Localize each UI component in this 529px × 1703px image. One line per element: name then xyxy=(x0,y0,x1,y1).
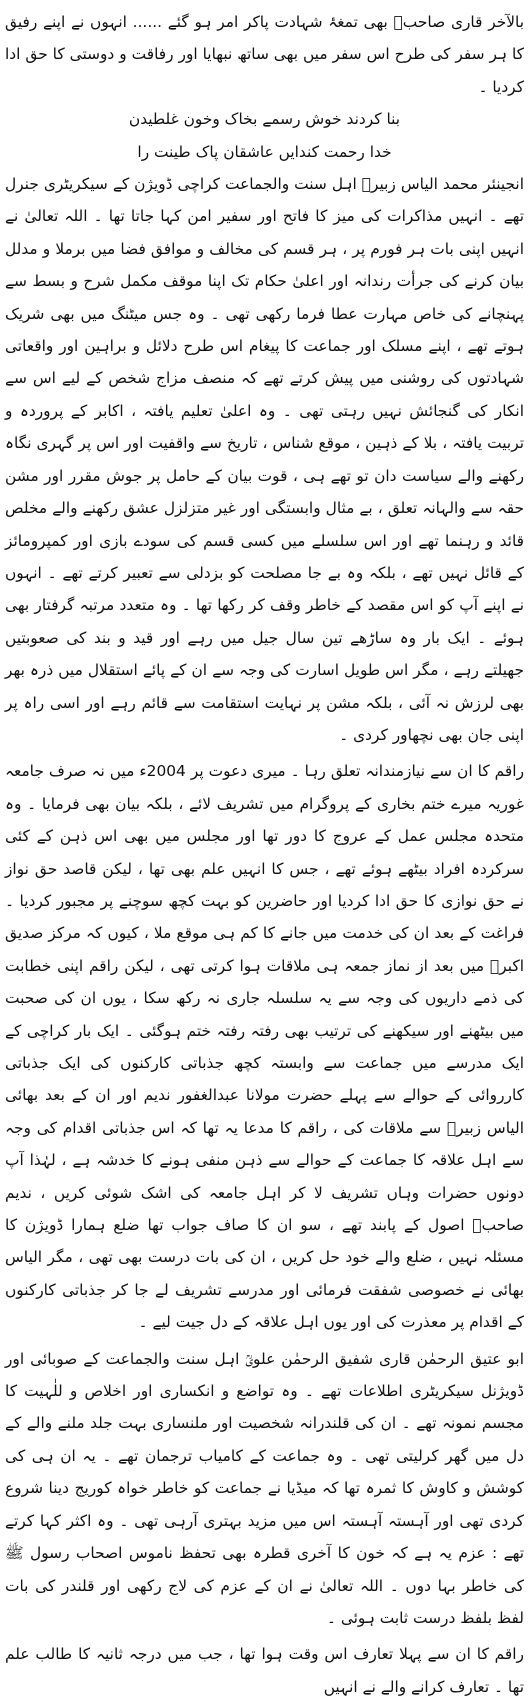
paragraph-personal-relation: راقم کا ان سے نیازمندانہ تعلق رہا ۔ میری دعوت پر 2004ء میں نہ صرف جامعہ غوریہ میرے ختم بخاری کے پروگرام میں تشریف لائے ، بلکہ بیان بھی فرمایا ۔ وہ متحدہ مجلس عمل کے عروج کا دور تھا اور مجلس میں بھی اس ذہن کے کئی سرکردہ افراد بیٹھے ہوئے تھے ، جس کا انہیں علم بھی تھا ، لیکن قاصد حق نواز نے حق نوازی کا حق ادا کردیا اور حاضرین کو بہت کچھ سوچنے پر مجبور کردیا ۔ فراغت کے بعد ان کی خدمت میں جانے کا کم ہی موقع ملا ، کیوں کہ مرکز صدیق اکبرؓ میں بعد از نماز جمعہ ہی ملاقات ہوا کرتی تھی ، لیکن راقم اپنی خطابت کی ذمے داریوں کی وجہ سے یہ سلسلہ جاری نہ رکھ سکا ، یوں ان کی صحبت میں بیٹھنے اور سیکھنے کی ترتیب بھی رفتہ رفتہ ختم ہوگئی ۔ ایک بار کراچی کے ایک مدرسے میں جماعت سے وابستہ کچھ جذباتی کارکنوں کی ایک جذباتی کارروائی کے حوالے سے پہلے حضرت مولانا عبدالغفور ندیم اور ان کے بعد بھائی الیاس زبیرؒ سے ملاقات کی ، راقم کا مدعا یہ تھا کہ اس جذباتی اقدام کی وجہ سے اہل علاقہ کا جماعت کے حوالے سے ذہن منفی ہونے کا خدشہ ہے ، لہٰذا آپ دونوں حضرات وہاں تشریف لا کر اہل جامعہ کی اشک شوئی کریں ، ندیم صاحبؒ اصول کے پابند تھے ، سو ان کا صاف جواب تھا ضلع ہمارا ڈویژن کا مسئلہ نہیں ، ضلع والے خود حل کریں ، ان کی بات درست بھی تھی ، مگر الیاس بھائی نے خصوصی شفقت فرمائی اور مدرسے تشریف لے جا کر جذباتی کارکنوں کے اقدام پر معذرت کی اور یوں اہل علاقہ کے دل جیت لیے ۔ xyxy=(5,762,524,1332)
opening-paragraph: بالآخر قاری صاحبؒ بھی تمغۂ شہادت پاکر امر ہو گئے ...... انہوں نے اپنے رفیق کا ہر سفر کی طرح اس سفر میں بھی ساتھ نبھایا اور رفاقت و دوستی کا حق ادا کردیا ۔ xyxy=(5,13,524,96)
article-body xyxy=(5,0,524,1703)
paragraph-shafiq-ur-rehman: ابو عتیق الرحمٰن قاری شفیق الرحمٰن علویؒ اہل سنت والجماعت کے صوبائی اور ڈویژنل سیکریٹری اطلاعات تھے ۔ وہ تواضع و انکساری اور اخلاص و للٰہیت کا مجسم نمونہ تھے ۔ ان کی قلندرانہ شخصیت اور ملنساری بہت جلد ملنے والے کے دل میں گھر کرلیتی تھی ۔ وہ جماعت کے کامیاب ترجمان تھے ۔ یہ ان ہی کی کوشش و کاوش کا ثمرہ تھا کہ میڈیا نے جماعت کو خاطر خواہ کوریج دینا شروع کردی تھی اور آہستہ آہستہ اس میں مزید بہتری آرہی تھی ۔ وہ اکثر کہا کرتے تھے : عزم یہ ہے کہ خون کا آخری قطرہ بھی تحفظ ناموس اصحاب رسول ﷺ کی خاطر بہا دوں ۔ اللہ تعالیٰ نے ان کے عزم کی لاج رکھی اور قلندر کی بات لفظ بلفظ درست ثابت ہوئی ۔ xyxy=(5,1349,524,1627)
verse-line-2: خدا رحمت کندایں عاشقان پاک طینت را xyxy=(137,142,392,161)
paragraph-first-introduction: راقم کا ان سے پہلا تعارف اس وقت ہوا تھا ، جب میں درجہ ثانیہ کا طالب علم تھا ۔ تعارف کرانے والے نے انہیں xyxy=(5,1645,524,1696)
verse-line-1: بنا کردند خوش رسمے بخاک وخون غلطیدن xyxy=(128,110,401,129)
paragraph-ilyas-zubair: انجینئر محمد الیاس زبیرؒ اہل سنت والجماعت کراچی ڈویژن کے سیکریٹری جنرل تھے ۔ انہیں مذاکرات کی میز کا فاتح اور سفیر امن کہا جاتا تھا ۔ اللہ تعالیٰ نے انہیں اپنی بات ہر فورم پر ، ہر قسم کی مخالف و موافق فضا میں برملا و مدلل بیان کرنے کی جرأت رندانہ اور اعلیٰ حکام تک اپنا موقف مکمل شرح و بسط سے پہنچانے کی خاص مہارت عطا فرما رکھی تھی ۔ وہ جس میٹنگ میں بھی شریک ہوتے تھے ، اپنے مسلک اور جماعت کا پیغام اس طرح دلائل و براہین اور واقعاتی شہادتوں کی روشنی میں پیش کرتے تھے کہ منصف مزاج شخص کے لیے اس سے انکار کی گنجائش نہیں رہتی تھی ۔ وہ اعلیٰ تعلیم یافتہ ، اکابر کے پروردہ و تربیت یافتہ ، بلا کے ذہین ، موقع شناس ، تاریخ سے واقفیت اور اس پر گہری نگاہ رکھنے والے سیاست دان تو تھے ہی ، قوت بیان کے حامل پر جوش مقرر اور مشن حقہ سے والہانہ تعلق ، بے مثال وابستگی اور غیر متزلزل عشق رکھنے والے مخلص قائد و رہنما تھے اور اس سلسلے میں کسی قسم کی سودے بازی اور کمپرومائز کے قائل نہیں تھے ، بلکہ وہ بے جا مصلحت کو بزدلی سے تعبیر کرتے تھے ۔ انہوں نے اپنے آپ کو اس مقصد کے خاطر وقف کر رکھا تھا ۔ وہ متعدد مرتبہ گرفتار بھی ہوئے ۔ ایک بار وہ ساڑھے تین سال جیل میں رہے اور قید و بند کی صعوبتیں جھیلتے رہے ، مگر اس طویل اسارت کی وجہ سے ان کے پائے استقلال میں ذرہ بھر بھی لرزش نہ آئی ، بلکہ مشن پر نہایت استقامت سے قائم رہے اور اسی راہ پر اپنی جان بھی نچھاور کردی ۔ xyxy=(5,175,524,744)
